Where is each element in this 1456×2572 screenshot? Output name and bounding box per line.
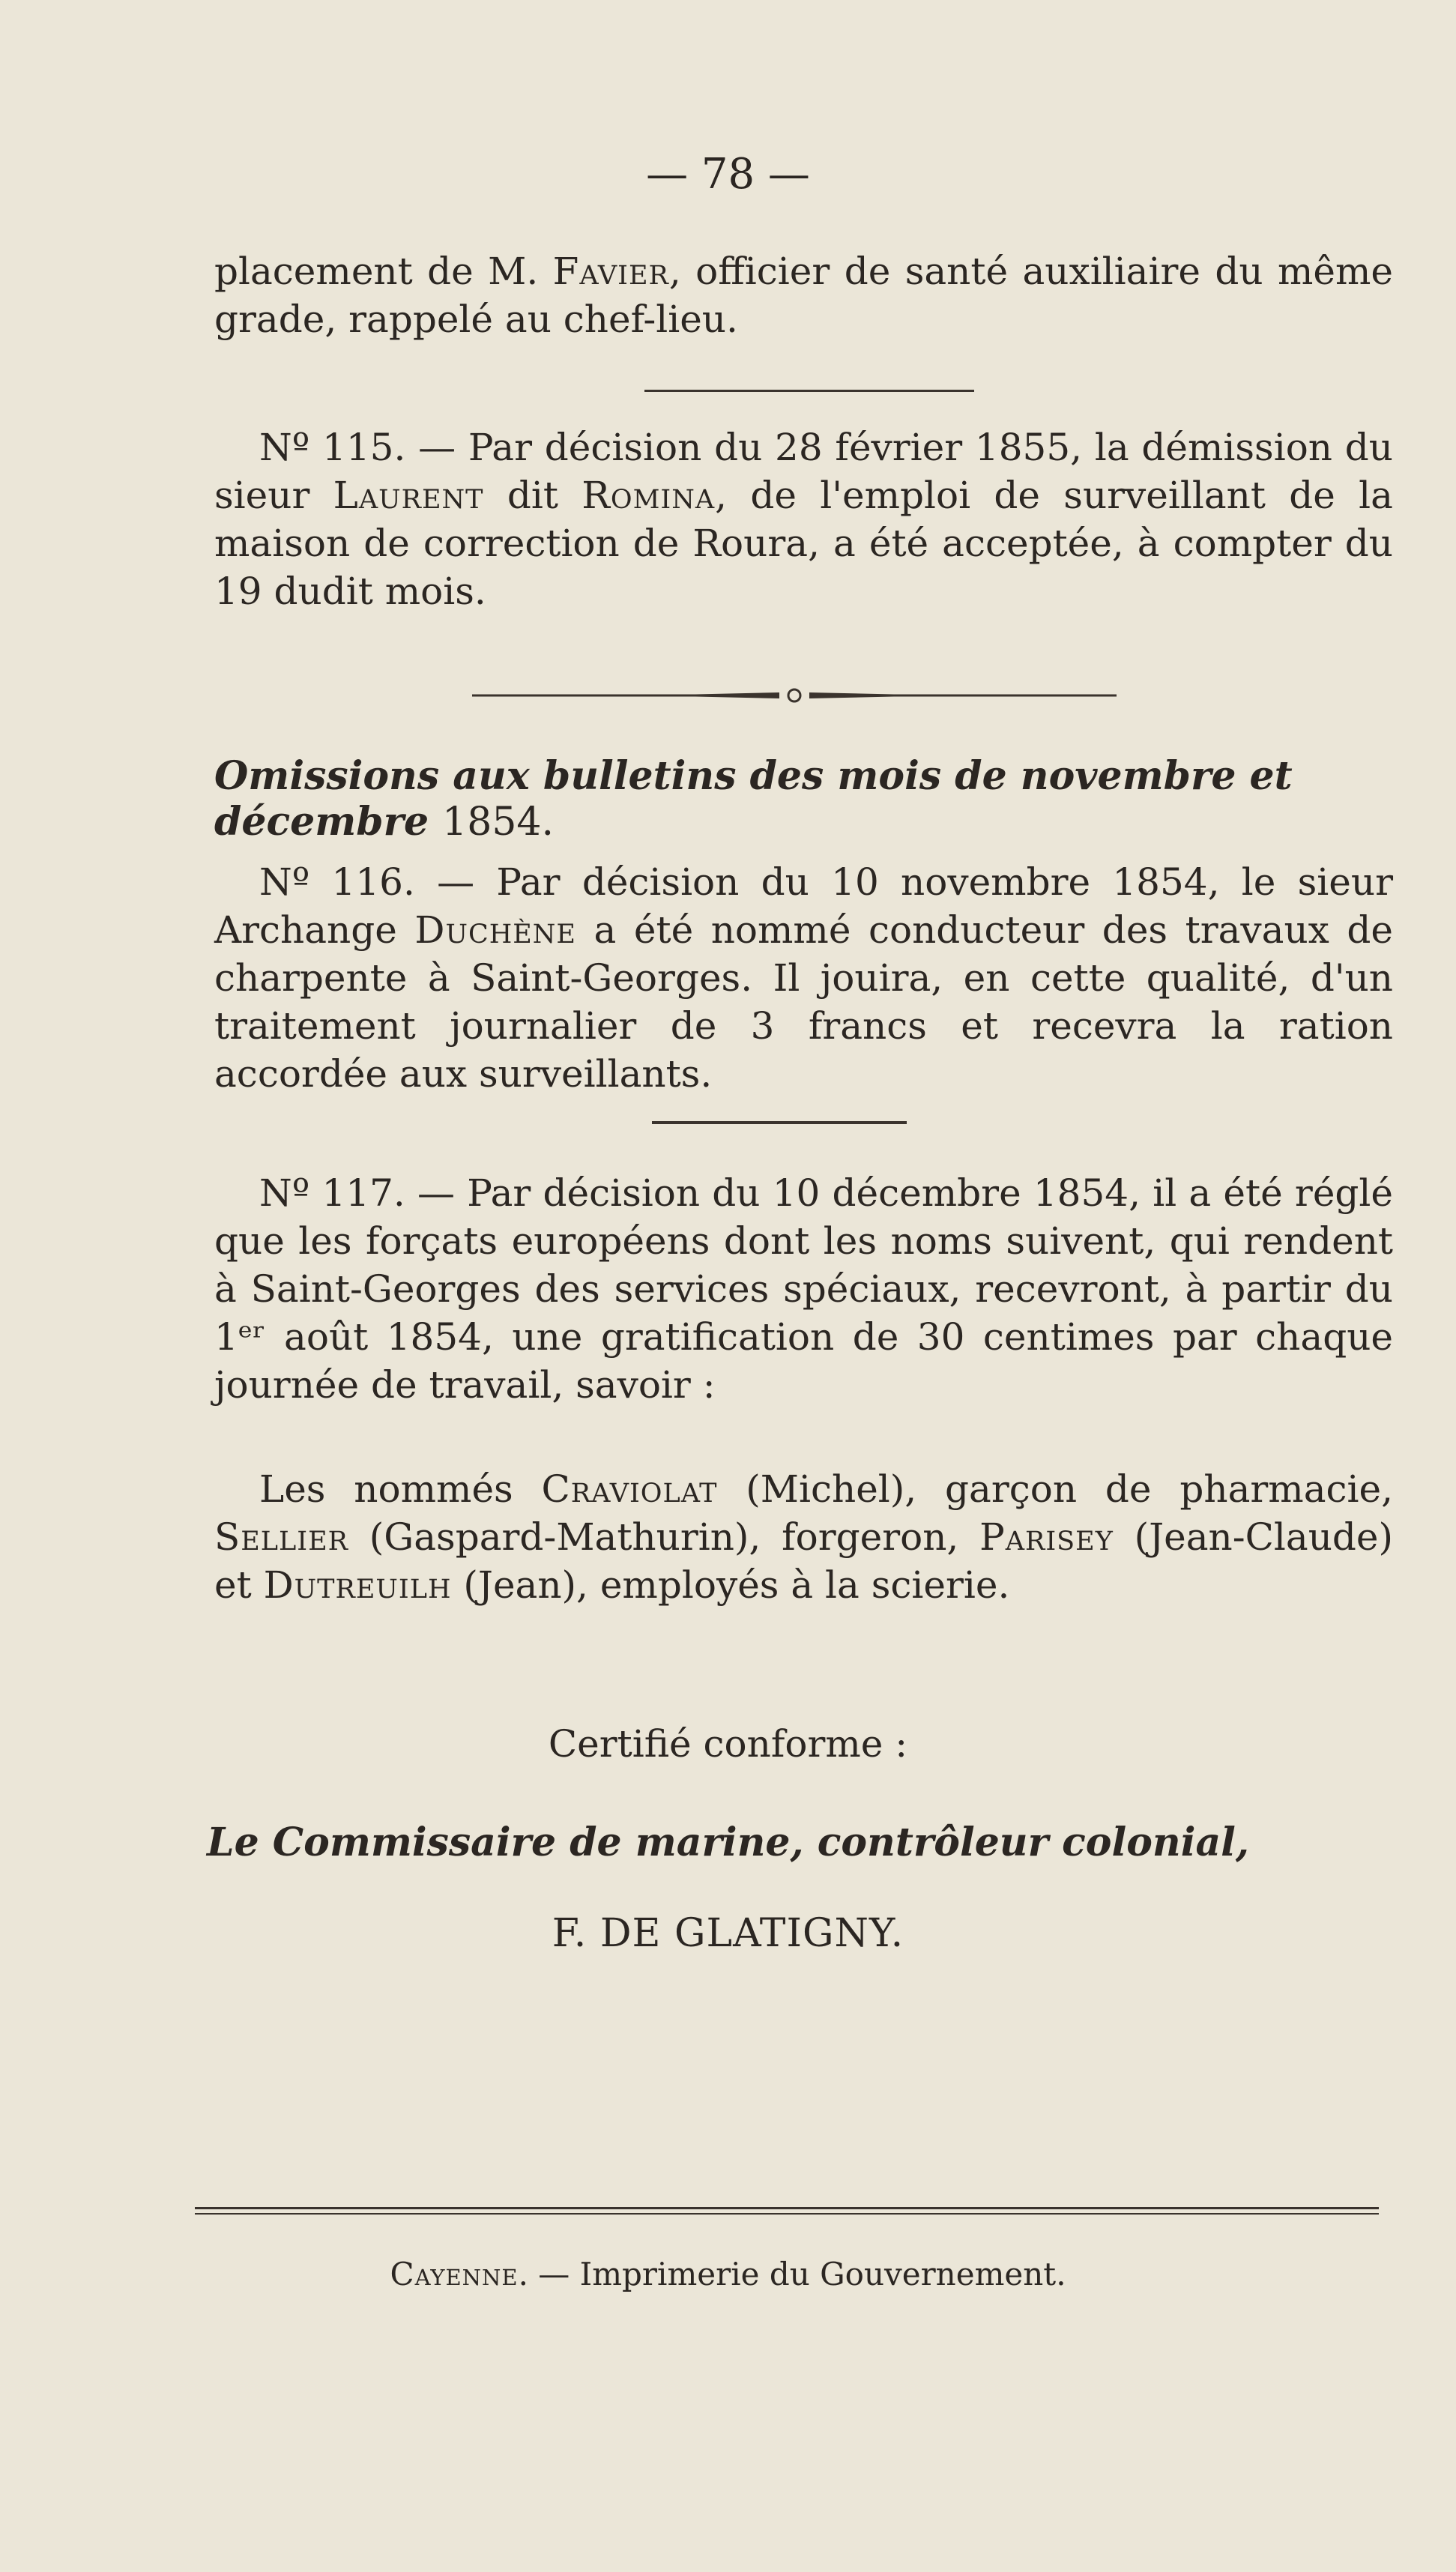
intro-paragraph: placement de M. Favier, officier de santé auxiliaire du même grade, rappelé au chef-lieu. bbox=[214, 250, 1393, 341]
person-name: Favier bbox=[552, 250, 669, 293]
footer-city: Cayenne bbox=[390, 2256, 519, 2292]
person-name: Duchène bbox=[414, 908, 576, 952]
footer-rule-bottom bbox=[195, 2213, 1379, 2215]
person-name: Romina bbox=[582, 474, 716, 517]
person-name: Sellier bbox=[214, 1515, 349, 1559]
names-list-paragraph: Les nommés Craviolat (Michel), garçon de pharmacie, Sellier (Gaspard-Mathurin), forgeron, Parisey (Jean-Claude) et Dutreuilh (Jean), employés à la scierie. bbox=[214, 1467, 1393, 1607]
entry-117: Nº 117. — Par décision du 10 décembre 1854, il a été réglé que les forçats européens dont les noms suivent, qui rendent à Saint-Georges des services spéciaux, recevront, à partir du 1ᵉʳ août 1854, une gratification de 30 centimes par chaque journée de travail, savoir : bbox=[214, 1171, 1393, 1407]
person-name: Craviolat bbox=[541, 1467, 718, 1511]
signer-name: F. DE GLATIGNY. bbox=[552, 1911, 904, 1956]
printer-footer: Cayenne. — Imprimerie du Gouvernement. bbox=[390, 2256, 1066, 2292]
signer-title: Le Commissaire de marine, contrôleur colonial, bbox=[207, 1820, 1249, 1865]
entry-115: Nº 115. — Par décision du 28 février 1855, la démission du sieur Laurent dit Romina, de l'emploi de surveillant de la maison de correction de Roura, a été acceptée, à compter du 19 dudit mois. bbox=[214, 426, 1393, 613]
person-name: Dutreuilh bbox=[263, 1563, 452, 1607]
footer-rule-top bbox=[195, 2207, 1379, 2209]
ornament-divider bbox=[457, 688, 1132, 703]
separator-rule bbox=[644, 390, 974, 392]
entry-116: Nº 116. — Par décision du 10 novembre 1854, le sieur Archange Duchène a été nommé conducteur des travaux de charpente à Saint-Georges. Il jouira, en cette qualité, d'un traitement journalier de 3 francs et recevra la ration accordée aux surveillants. bbox=[214, 860, 1393, 1096]
separator-rule bbox=[652, 1121, 907, 1124]
person-name: Parisey bbox=[979, 1515, 1114, 1559]
section-heading: Omissions aux bulletins des mois de novembre et décembre 1854. bbox=[214, 753, 1293, 845]
person-name: Laurent bbox=[333, 474, 484, 517]
page-number: — 78 — bbox=[646, 150, 810, 199]
certification-line: Certifié conforme : bbox=[548, 1722, 908, 1766]
